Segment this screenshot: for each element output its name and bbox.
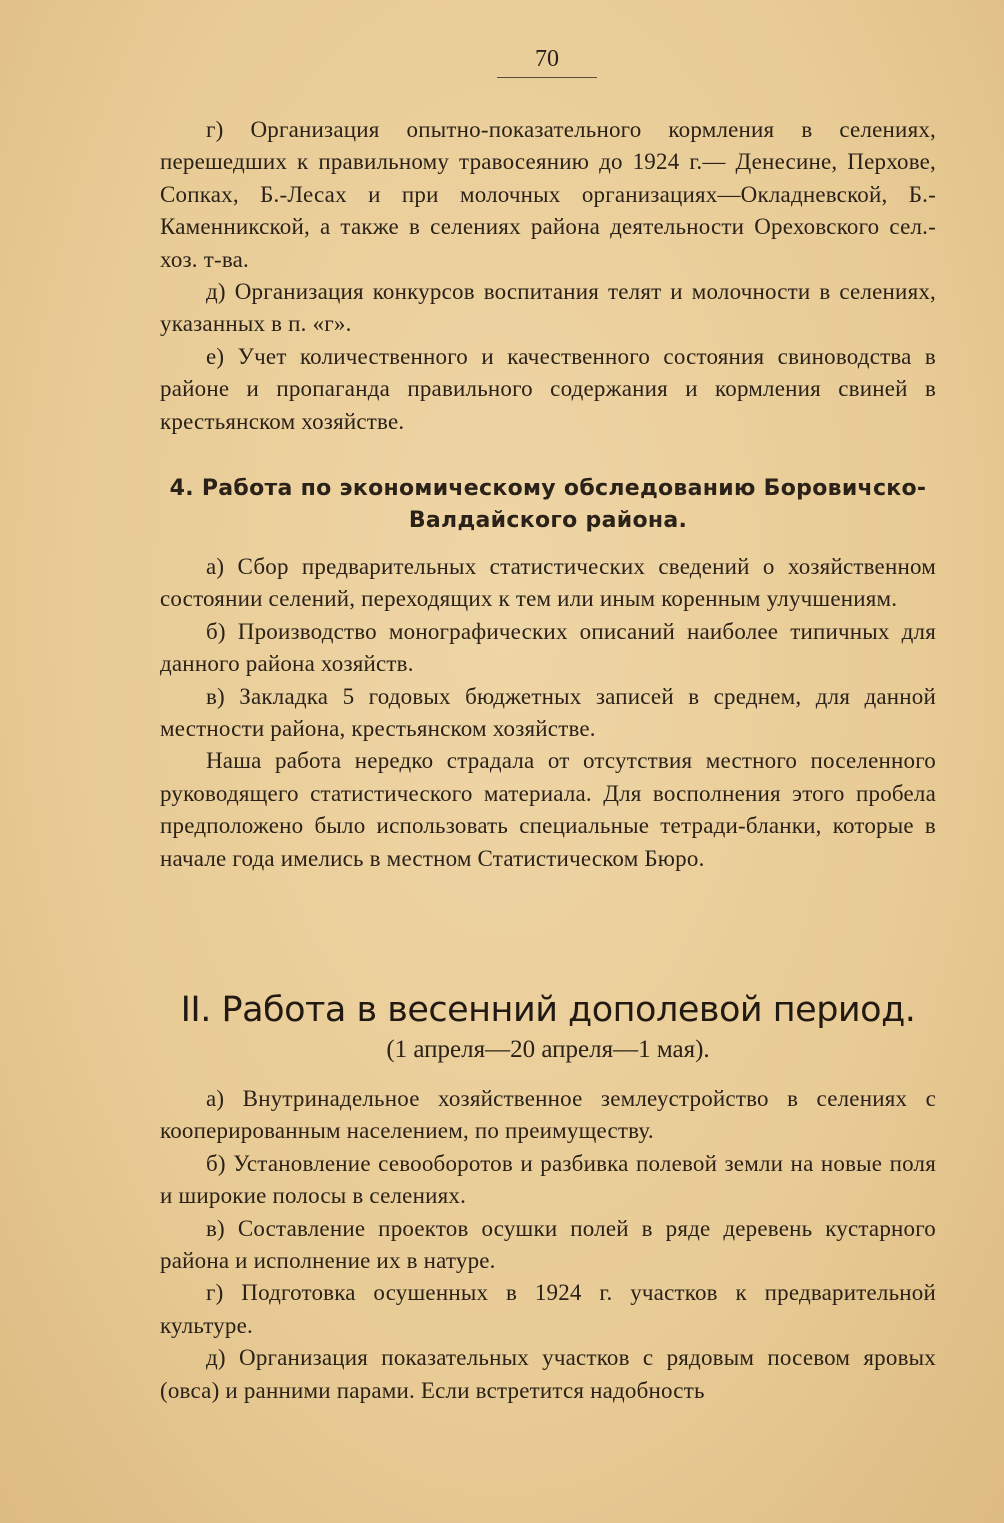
page-number-rule (497, 77, 597, 78)
section-4-item-a: а) Сбор предварительных статистических сведений о хозяйственном состоянии селений, переходящих к тем или иным коренным улучшениям. (160, 554, 936, 612)
part-ii-heading: II. Работа в весенний дополевой период. (180, 990, 916, 1030)
part-ii-item-d: д) Организация показательных участков с рядовым посевом яровых (овса) и ранними парами. Если встретится надобность (160, 1345, 936, 1403)
section-4-paragraph: Наша работа нередко страдала от отсутствия местного поселенного руководящего статистического материала. Для восполнения этого пробела предположено было использовать специальные тетради-бланки, которые в начале года имелись в местном Статистическом Бюро. (160, 748, 936, 871)
section-4-item-v: в) Закладка 5 годовых бюджетных записей в среднем, для данной местности района, крестьянском хозяйстве. (160, 683, 936, 742)
item-e: е) Учет количественного и качественного состояния свиноводства в районе и пропаганда правильного содержания и кормления свиней в крестьянском хозяйстве. (160, 343, 936, 434)
item-d: д) Организация конкурсов воспитания телят и молочности в селениях, указанных в п. «г». (160, 279, 936, 337)
part-ii-item-v: в) Составление проектов осушки полей в ряде деревень кустарного района и исполнение их в натуре. (160, 1215, 936, 1274)
section-1-items (160, 114, 936, 438)
section-4-item-b: б) Производство монографических описаний наиболее типичных для данного района хозяйств. (160, 618, 936, 677)
section-4-items (160, 551, 936, 875)
part-ii-item-a: а) Внутринадельное хозяйственное землеустройство в селениях с кооперированным населением, по преимуществу. (160, 1086, 936, 1144)
part-ii-items (160, 1083, 936, 1407)
part-ii-item-g: г) Подготовка осушенных в 1924 г. участков к предварительной культуре. (160, 1280, 936, 1338)
section-4-heading: 4. Работа по экономическому обследованию Боровичско-Валдайского района. (169, 476, 927, 533)
page-number: 70 (535, 46, 559, 72)
part-ii-subheading: (1 апреля—20 апреля—1 мая). (386, 1036, 710, 1063)
part-ii-item-b: б) Установление севооборотов и разбивка полевой земли на новые поля и широкие полосы в селениях. (160, 1150, 936, 1209)
item-g: г) Организация опытно-показательного кормления в селениях, перешедших к правильному травосеянию до 1924 г.— Денесине, Перхове, Сопках, Б.-Лесах и при молочных организациях—Окладневской, Б.-Каменникской, а также в селениях района деятельности Ореховского сел.-хоз. т-ва. (160, 117, 936, 272)
